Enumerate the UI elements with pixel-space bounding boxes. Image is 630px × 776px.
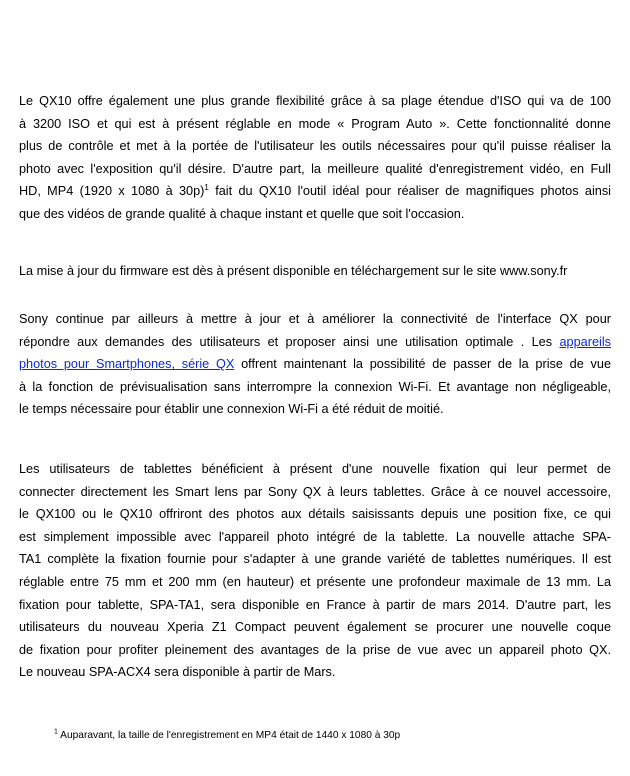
footnote-text: Auparavant, la taille de l'enregistrement en MP4 était de 1440 x 1080 à 30p [57,730,401,741]
line-text: répondre aux demandes des utilisateurs et proposer ainsi une utilisation optimale . Les [19,334,553,349]
paragraph-line: Le nouveau SPA-ACX4 sera disponible à partir de Mars. [19,665,336,680]
paragraph-line: à 3200 ISO et qui est à présent réglable en mode « Program Auto ». Cette fonctionnalité donne [19,116,611,131]
line-text: fait du QX10 l'outil idéal pour réaliser de magnifiques photos ainsi [215,184,611,199]
paragraph-line: le QX100 ou le QX10 offriront des photos aux détails saisissants depuis une position fixe, ce qui [19,507,611,522]
paragraph-line: réglable entre 75 mm et 200 mm (en hauteur) et présente une profondeur maximale de 13 mm. La [19,574,611,589]
paragraph-line [19,353,611,376]
paragraph-line: que des vidéos de grande qualité à chaque instant et quelle que soit l'occasion. [19,206,465,221]
paragraph-qx10-iso [19,90,611,226]
paragraph-line: Sony continue par ailleurs à mettre à jour et à améliorer la connectivité de l'interface QX pour [19,312,611,326]
footnote-number: 1 [54,728,58,736]
paragraph-line-with-footnote [19,180,611,203]
qx-series-link[interactable]: appareils [559,334,611,349]
footnote [54,729,400,743]
qx-series-link-continued[interactable]: photos pour Smartphones, série QX [19,357,235,372]
paragraph-line: photo avec l'exposition qu'il désire. D'autre part, la meilleure qualité d'enregistrement vidéo, en Full [19,161,611,176]
paragraph-line: Les utilisateurs de tablettes bénéficient à présent d'une nouvelle fixation qui leur permet de [19,462,611,476]
paragraph-line: connecter directement les Smart lens par Sony QX à leurs tablettes. Grâce à ce nouvel accessoire, [19,484,611,499]
paragraph-line: à la fonction de prévisualisation sans interrompre la connexion Wi-Fi. Et avantage non négligeable, [19,379,611,394]
paragraph-firmware [19,260,611,283]
footnote-reference: 1 [204,183,209,193]
paragraph-line: est simplement impossible avec l'appareil photo intégré de la tablette. La nouvelle attache SPA- [19,529,611,544]
paragraph-line: plus de contrôle et met à la portée de l'utilisateur les outils nécessaires pour qu'il puisse réaliser la [19,139,611,154]
line-text: HD, MP4 (1920 x 1080 à 30p) [19,184,205,199]
paragraph-line: La mise à jour du firmware est dès à présent disponible en téléchargement sur le site www.sony.fr [19,264,568,278]
line-text: offrent maintenant la possibilité de passer de la prise de vue [241,357,611,372]
paragraph-line: TA1 complète la fixation fournie pour s'adapter à une grande variété de tablettes numériques. Il est [19,552,611,567]
footnote-separator [19,718,189,719]
paragraph-line: de fixation pour profiter pleinement des avantages de la prise de vue avec un appareil photo QX. [19,642,611,657]
paragraph-line: Le QX10 offre également une plus grande flexibilité grâce à sa plage étendue d'ISO qui va de 100 [19,94,611,108]
paragraph-tablet-mount [19,458,611,684]
paragraph-line [19,331,611,354]
paragraph-connectivity [19,308,611,421]
paragraph-line: le temps nécessaire pour établir une connexion Wi-Fi a été réduit de moitié. [19,402,444,417]
paragraph-line: fixation pour tablette, SPA-TA1, sera disponible en France à partir de mars 2014. D'autre part, les [19,597,611,612]
paragraph-line: utilisateurs du nouveau Xperia Z1 Compact peuvent également se procurer une nouvelle coque [19,620,611,635]
